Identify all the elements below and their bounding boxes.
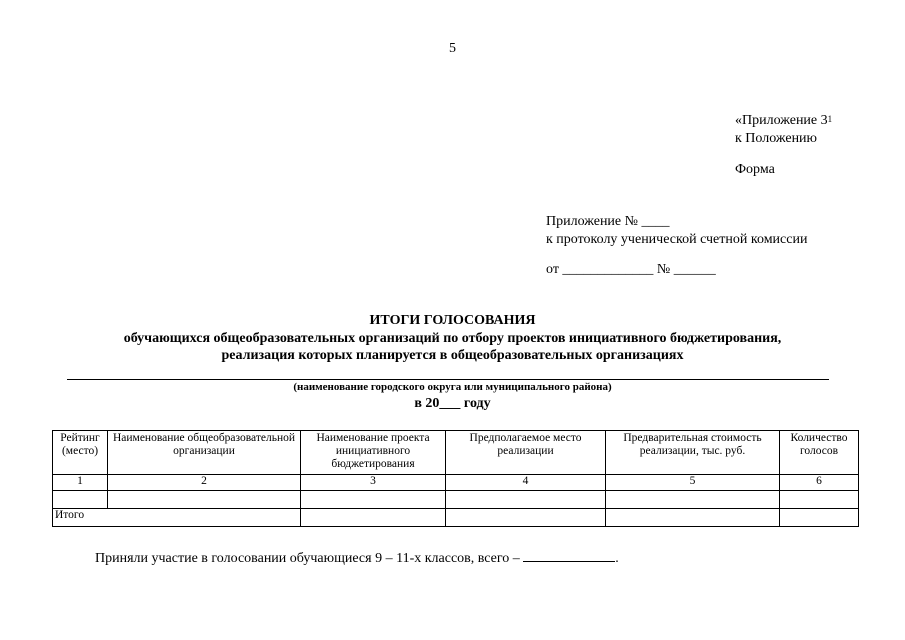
protocol-date-line: от _____________ № ______ xyxy=(546,262,716,277)
table-row xyxy=(53,491,859,509)
column-number: 5 xyxy=(606,475,780,491)
protocol-line-1: Приложение № ____ xyxy=(546,214,670,229)
protocol-line-2: к протоколу ученической счетной комиссии xyxy=(546,232,808,247)
year-line: в 20___ году xyxy=(414,396,491,411)
header-votes: Количество голосов xyxy=(780,431,859,475)
column-number: 3 xyxy=(301,475,446,491)
header-cost: Предварительная стоимость реализации, тыс. руб. xyxy=(606,431,780,475)
voting-results-table xyxy=(52,430,859,527)
column-number-row xyxy=(53,475,859,491)
participation-end: . xyxy=(615,551,619,566)
appendix-reference xyxy=(735,112,832,148)
table-cell xyxy=(446,491,606,509)
total-label: Итого xyxy=(53,509,301,527)
header-organization: Наименование общеобразовательной организации xyxy=(108,431,301,475)
document-subtitle-line-1: обучающихся общеобразовательных организаций по отбору проектов инициативного бюджетирования, xyxy=(123,331,782,346)
column-number: 2 xyxy=(108,475,301,491)
form-label: Форма xyxy=(735,162,775,177)
municipality-caption: (наименование городского округа или муниципального района) xyxy=(293,381,612,393)
appendix-line-2: к Положению xyxy=(735,131,818,146)
column-number: 4 xyxy=(446,475,606,491)
document-subtitle-line-2: реализация которых планируется в общеобразовательных организациях xyxy=(221,348,684,363)
document-title: ИТОГИ ГОЛОСОВАНИЯ xyxy=(369,313,536,328)
column-number: 1 xyxy=(53,475,108,491)
municipality-blank-line xyxy=(67,379,829,380)
participation-text: Приняли участие в голосовании обучающиеся 9 – 11-х классов, всего – xyxy=(95,551,520,566)
protocol-reference xyxy=(546,213,807,249)
total-row xyxy=(53,509,859,527)
table-cell xyxy=(446,509,606,527)
table-cell xyxy=(780,509,859,527)
table-cell xyxy=(53,491,108,509)
table-cell xyxy=(606,491,780,509)
page-number: 5 xyxy=(449,41,456,56)
table-cell xyxy=(108,491,301,509)
table-header-row xyxy=(53,431,859,475)
appendix-superscript: 1 xyxy=(827,114,833,124)
header-location: Предполагаемое место реализации xyxy=(446,431,606,475)
table-cell xyxy=(780,491,859,509)
table-cell xyxy=(606,509,780,527)
participation-blank xyxy=(523,549,615,562)
header-rating: Рейтинг (место) xyxy=(53,431,108,475)
appendix-line-1: «Приложение $3^1$ xyxy=(735,113,833,128)
participation-line xyxy=(95,549,619,567)
table-cell xyxy=(301,509,446,527)
column-number: 6 xyxy=(780,475,859,491)
header-project-name: Наименование проекта инициативного бюджетирования xyxy=(301,431,446,475)
table-cell xyxy=(301,491,446,509)
